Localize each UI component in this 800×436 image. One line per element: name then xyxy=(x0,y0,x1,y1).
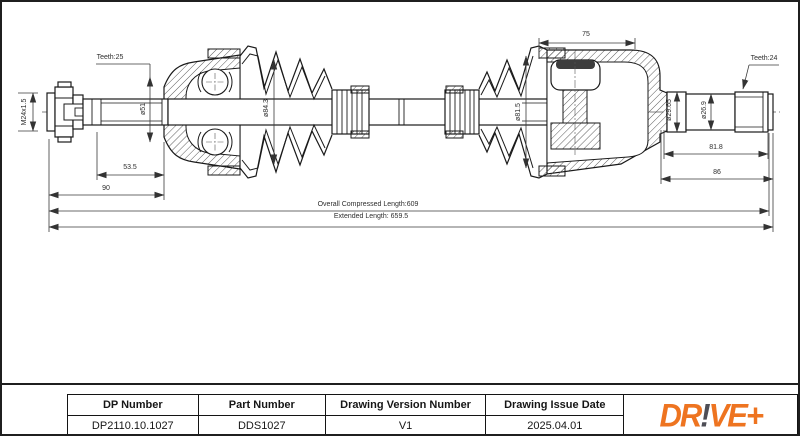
logo-text-ve-plus: VE+ xyxy=(708,397,763,434)
value-part-number: DDS1027 xyxy=(198,416,325,436)
dim-label-dia29-65: ø29.65 xyxy=(666,99,673,121)
dim-label-dia26-9: ø26.9 xyxy=(701,101,708,119)
header-dp-number: DP Number xyxy=(68,395,199,416)
title-block-divider xyxy=(2,383,798,385)
logo-text-exclamation: ! xyxy=(700,397,709,434)
dim-label-overall-compressed: Overall Compressed Length:609 xyxy=(317,201,419,208)
logo-text-dr: DR xyxy=(659,397,701,434)
inner-cv-joint xyxy=(539,48,667,176)
value-issue-date: 2025.04.01 xyxy=(486,416,624,436)
title-block xyxy=(67,394,798,436)
dim-label-53-5: 53.5 xyxy=(123,164,137,171)
dim-label-90: 90 xyxy=(102,185,110,192)
dim-label-thread-spec: M24x1.5 xyxy=(21,98,28,126)
dim-label-dia81-5: ø81.5 xyxy=(515,103,522,121)
output-shaft xyxy=(667,92,773,132)
dim-label-extended: Extended Length: 659.5 xyxy=(333,213,409,220)
dim-label-teeth-right: Teeth:24 xyxy=(750,55,778,62)
dim-label-81-8: 81.8 xyxy=(709,144,723,151)
dim-label-teeth-left: Teeth:25 xyxy=(96,54,124,61)
dim-label-86: 86 xyxy=(713,169,721,176)
value-dp-number: DP2110.10.1027 xyxy=(68,416,199,436)
brand-logo xyxy=(624,399,797,432)
dim-label-dia84-3: ø84.3 xyxy=(263,99,270,117)
value-drawing-version: V1 xyxy=(326,416,486,436)
header-drawing-version: Drawing Version Number xyxy=(326,395,486,416)
brand-logo-cell xyxy=(624,395,798,436)
header-issue-date: Drawing Issue Date xyxy=(486,395,624,416)
dim-label-75: 75 xyxy=(582,31,590,38)
dim-label-dia51: ø51 xyxy=(140,102,147,116)
header-part-number: Part Number xyxy=(198,395,325,416)
